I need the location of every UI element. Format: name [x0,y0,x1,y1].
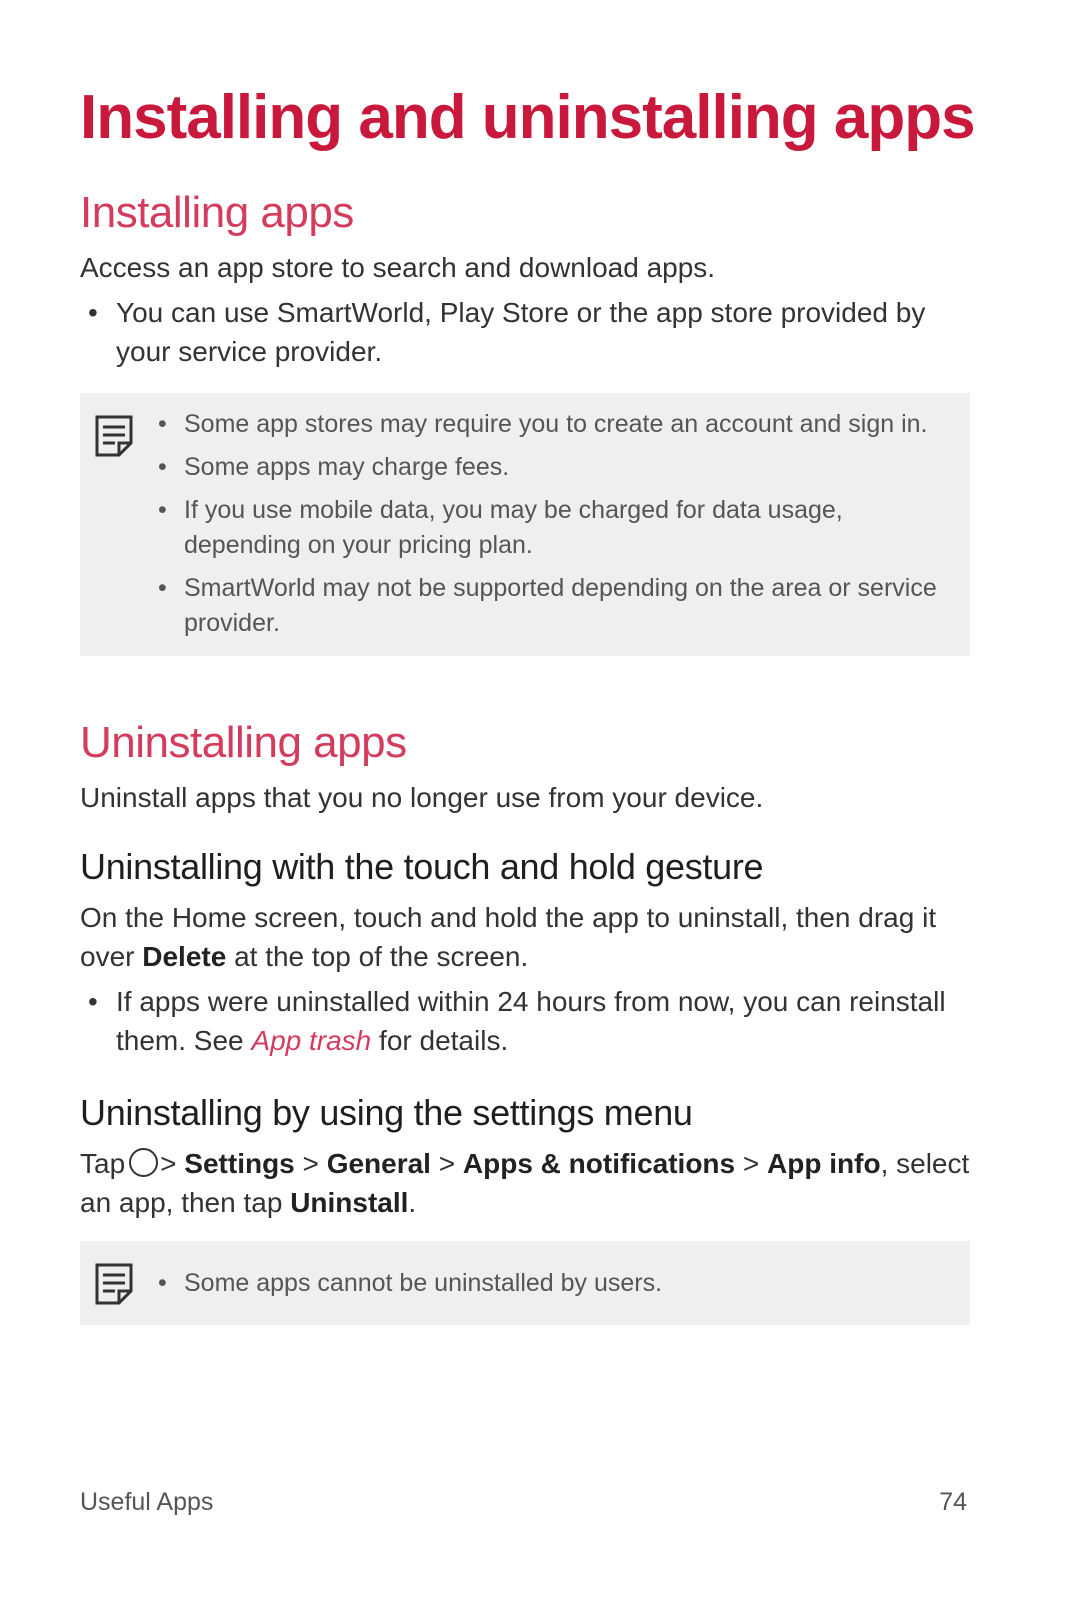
note-item [158,493,950,563]
bullet-dot: • [158,453,167,481]
page-title: Installing and uninstalling apps [80,83,975,152]
section-heading-uninstalling: Uninstalling apps [80,718,407,767]
note-item [158,1266,950,1301]
separator: > [302,1148,319,1179]
note-icon [95,415,133,457]
note-item [158,571,950,641]
period: . [408,1187,417,1218]
note-list-uninstalling [158,1266,950,1309]
gesture-bullet-text: If apps were uninstalled within 24 hours from now, you can reinstall them. See [116,986,946,1056]
separator: > [160,1148,177,1179]
installing-bullet [80,293,985,371]
step-general: General [326,1148,431,1179]
note-box-installing [80,393,970,656]
note-text: If you use mobile data, you may be charged for data usage, depending on your pricing plan. [184,496,843,559]
gesture-paragraph [80,898,985,976]
bullet-dot: • [158,410,167,438]
uninstalling-intro: Uninstall apps that you no longer use from your device. [80,782,764,813]
note-item [158,450,950,485]
bullet-dot: • [88,297,98,328]
footer-section-name: Useful Apps [80,1488,214,1516]
gesture-bullet-text-after: for details. [371,1025,509,1056]
installing-bullet-text: You can use SmartWorld, Play Store or the app store provided by your service provider. [116,297,926,367]
note-text: SmartWorld may not be supported depending on the area or service provider. [184,574,937,637]
step-settings: Settings [184,1148,295,1179]
tap-text: Tap [80,1148,126,1179]
bullet-dot: • [158,574,167,602]
installing-intro: Access an app store to search and download apps. [80,252,716,283]
step-apps-notifications: Apps & notifications [462,1148,736,1179]
uninstall-label: Uninstall [290,1187,409,1218]
note-box-uninstalling [80,1241,970,1325]
app-trash-link[interactable]: App trash [251,1025,372,1056]
home-circle-icon [129,1148,158,1177]
section-heading-installing: Installing apps [80,188,354,237]
note-icon [95,1263,133,1305]
subheading-settings: Uninstalling by using the settings menu [80,1092,693,1133]
bullet-dot: • [158,1269,167,1297]
separator: > [742,1148,760,1179]
note-item [158,407,950,442]
gesture-bullet [80,982,985,1060]
gesture-text-after: at the top of the screen. [226,941,529,972]
bullet-dot: • [158,496,167,524]
step-app-info: App info [767,1148,881,1179]
footer-page-number: 74 [939,1488,967,1516]
delete-label: Delete [142,941,227,972]
gesture-text: On the Home screen, touch and hold the app to uninstall, then drag it over [80,902,937,972]
bullet-dot: • [88,986,98,1017]
note-text: Some apps may charge fees. [184,453,510,481]
settings-paragraph [80,1144,985,1222]
subheading-gesture: Uninstalling with the touch and hold gesture [80,846,764,887]
note-text: Some app stores may require you to create an account and sign in. [184,410,928,438]
note-list-installing [158,407,950,649]
note-text: Some apps cannot be uninstalled by users. [184,1269,663,1297]
separator: > [438,1148,456,1179]
settings-text: , select an app, then tap [80,1148,970,1218]
